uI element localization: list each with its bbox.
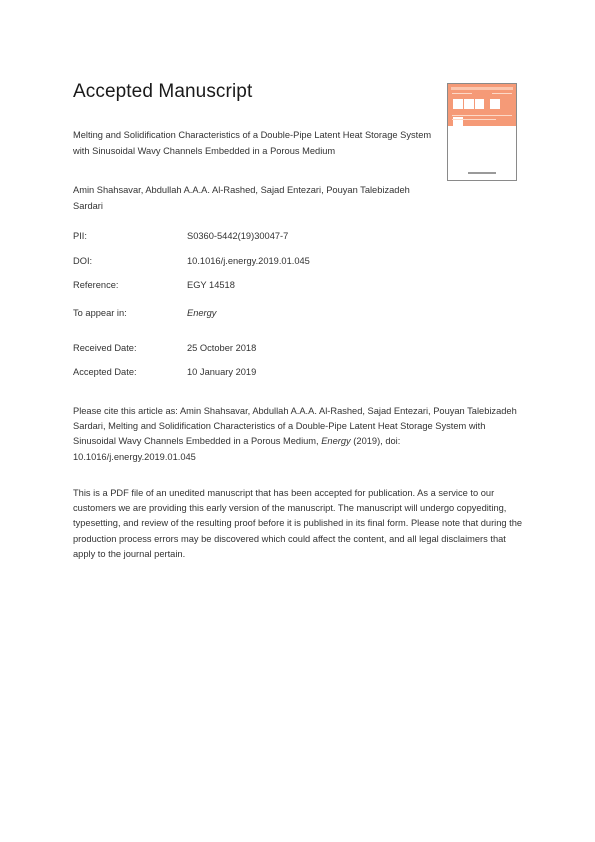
cover-line — [452, 115, 512, 116]
cover-logo-icon — [453, 99, 511, 111]
meta-value: S0360-5442(19)30047-7 — [187, 231, 289, 241]
cover-footer-mark — [468, 172, 496, 174]
cover-banner — [448, 84, 516, 126]
page-title: Accepted Manuscript — [73, 81, 253, 102]
citation-doi: (2019), doi: 10.1016/j.energy.2019.01.045 — [73, 436, 401, 462]
meta-value: EGY 14518 — [187, 280, 235, 290]
author-list: Amin Shahsavar, Abdullah A.A.A. Al-Rashed, Sajad Entezari, Pouyan Talebizadeh Sardari — [73, 185, 410, 211]
meta-label: Accepted Date: — [73, 367, 137, 377]
article-title: Melting and Solidification Characteristics of a Double-Pipe Latent Heat Storage System with Sinusoidal Wavy Channels Embedded in a Porous Medium — [73, 130, 432, 156]
meta-label: DOI: — [73, 256, 93, 266]
meta-value: 10.1016/j.energy.2019.01.045 — [187, 256, 310, 266]
citation-text: Please cite this article as: Amin Shahsavar, Abdullah A.A.A. Al-Rashed, Sajad Entezari, Pouyan Talebizadeh Sardari, Melting and Solidification Characteristics of a Double-Pipe Latent Heat Storage System with Sinusoidal Wavy Channels Embedded in a Porous Medium, — [73, 406, 517, 447]
citation-journal: Energy — [321, 436, 351, 447]
citation-paragraph — [73, 404, 525, 465]
disclaimer-paragraph: This is a PDF file of an unedited manuscript that has been accepted for publication. As a service to our customers we are providing this early version of the manuscript. The manuscript will undergo copyediting, typesetting, and review of the resulting proof before it is published in its final form. Please note that during the production process errors may be discovered which could affect the content, and all legal disclaimers that apply to the journal pertain. — [73, 488, 523, 559]
cover-topbar — [451, 87, 513, 90]
meta-value: 25 October 2018 — [187, 343, 257, 353]
meta-label: To appear in: — [73, 308, 127, 318]
cover-line — [452, 119, 496, 120]
cover-line — [492, 93, 512, 94]
meta-value: Energy — [187, 308, 217, 318]
meta-value: 10 January 2019 — [187, 367, 257, 377]
meta-label: PII: — [73, 231, 87, 241]
cover-line — [452, 93, 472, 94]
journal-cover-icon — [447, 83, 517, 181]
meta-label: Received Date: — [73, 343, 137, 353]
meta-label: Reference: — [73, 280, 119, 290]
